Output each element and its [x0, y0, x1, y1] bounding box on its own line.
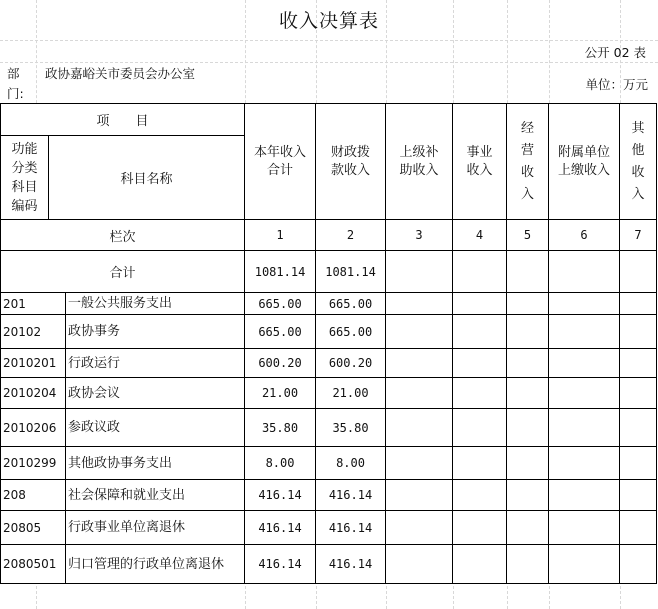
- total-income-cell: 21.00: [245, 378, 316, 409]
- empty-cell: [507, 293, 549, 315]
- gridline: [0, 62, 658, 63]
- total-income-cell: 416.14: [245, 480, 316, 511]
- total-income-cell: 416.14: [245, 545, 316, 584]
- column-index: 5: [507, 220, 549, 251]
- report-title: 收入决算表: [278, 10, 379, 32]
- empty-cell: [549, 315, 620, 349]
- table-row: [1, 480, 657, 511]
- fiscal-income-cell: 21.00: [316, 378, 386, 409]
- empty-cell: [453, 315, 507, 349]
- empty-cell: [549, 293, 620, 315]
- fiscal-income-cell: 600.20: [316, 349, 386, 378]
- subject-name-cell: 其他政协事务支出: [66, 447, 245, 480]
- column-index: 3: [386, 220, 453, 251]
- table-row: [1, 293, 657, 315]
- func-code-cell: 201: [1, 293, 66, 315]
- func-code-cell: 2010201: [1, 349, 66, 378]
- empty-cell: [386, 511, 453, 545]
- empty-cell: [507, 447, 549, 480]
- empty-cell: [620, 378, 657, 409]
- empty-cell: [620, 251, 657, 293]
- empty-cell: [386, 251, 453, 293]
- empty-cell: [453, 511, 507, 545]
- dept-label-top: 部: [7, 66, 20, 81]
- income-table: [0, 103, 657, 584]
- total-income-cell: 416.14: [245, 511, 316, 545]
- empty-cell: [620, 349, 657, 378]
- column-index: 1: [245, 220, 316, 251]
- header-total-income: 本年收入 合计: [245, 104, 316, 220]
- subject-name-cell: 政协会议: [66, 378, 245, 409]
- fiscal-income-cell: 665.00: [316, 293, 386, 315]
- func-code-cell: 2010299: [1, 447, 66, 480]
- fiscal-income-cell: 416.14: [316, 511, 386, 545]
- table-row: [1, 349, 657, 378]
- empty-cell: [549, 349, 620, 378]
- empty-cell: [386, 349, 453, 378]
- empty-cell: [507, 315, 549, 349]
- func-code-cell: 20102: [1, 315, 66, 349]
- column-index: 6: [549, 220, 620, 251]
- empty-cell: [386, 378, 453, 409]
- empty-cell: [549, 447, 620, 480]
- subject-name-cell: 归口管理的行政单位离退休: [66, 545, 245, 584]
- empty-cell: [549, 511, 620, 545]
- func-code-header: 功能 分类 科目 编码: [1, 136, 49, 220]
- empty-cell: [507, 545, 549, 584]
- dept-label-bottom: 门:: [7, 86, 24, 101]
- subject-name-cell: 政协事务: [66, 315, 245, 349]
- func-code-cell: 2010206: [1, 409, 66, 447]
- header-business-income: 事业 收入: [453, 104, 507, 220]
- empty-cell: [386, 480, 453, 511]
- empty-cell: [507, 511, 549, 545]
- empty-cell: [453, 409, 507, 447]
- empty-cell: [453, 251, 507, 293]
- subject-name-cell: 参政议政: [66, 409, 245, 447]
- fiscal-income-cell: 665.00: [316, 315, 386, 349]
- project-header: 项 目: [1, 104, 245, 136]
- fiscal-income-cell: 416.14: [316, 545, 386, 584]
- table-row: [1, 378, 657, 409]
- empty-cell: [507, 251, 549, 293]
- empty-cell: [453, 447, 507, 480]
- gridline: [0, 40, 658, 41]
- table-number: 公开 02 表: [584, 45, 646, 60]
- empty-cell: [453, 480, 507, 511]
- column-index-label: 栏次: [1, 220, 245, 251]
- empty-cell: [453, 545, 507, 584]
- total-income-cell: 600.20: [245, 349, 316, 378]
- subject-name-cell: 行政运行: [66, 349, 245, 378]
- subject-name-header: 科目名称: [49, 136, 245, 220]
- empty-cell: [386, 315, 453, 349]
- empty-cell: [386, 545, 453, 584]
- department-name: 政协嘉峪关市委员会办公室: [45, 66, 196, 81]
- table-row: [1, 511, 657, 545]
- table-row: [1, 545, 657, 584]
- header-affiliate-income: 附属单位 上缴收入: [549, 104, 620, 220]
- table-row: [1, 315, 657, 349]
- total-income-cell: 665.00: [245, 315, 316, 349]
- empty-cell: [507, 349, 549, 378]
- fiscal-income-cell: 35.80: [316, 409, 386, 447]
- unit-label: 单位：万元: [585, 77, 648, 92]
- empty-cell: [620, 545, 657, 584]
- header-other-income: 其 他 收 入: [620, 104, 657, 220]
- empty-cell: [386, 409, 453, 447]
- total-label: 合计: [1, 251, 245, 293]
- empty-cell: [549, 251, 620, 293]
- empty-cell: [453, 349, 507, 378]
- total-value: 1081.14: [316, 251, 386, 293]
- fiscal-income-cell: 416.14: [316, 480, 386, 511]
- empty-cell: [549, 480, 620, 511]
- table-row: [1, 447, 657, 480]
- empty-cell: [620, 315, 657, 349]
- header-operating-income: 经 营 收 入: [507, 104, 549, 220]
- column-index: 7: [620, 220, 657, 251]
- total-income-cell: 665.00: [245, 293, 316, 315]
- empty-cell: [549, 378, 620, 409]
- empty-cell: [386, 447, 453, 480]
- total-row: [1, 251, 657, 293]
- empty-cell: [549, 409, 620, 447]
- fiscal-income-cell: 8.00: [316, 447, 386, 480]
- total-income-cell: 8.00: [245, 447, 316, 480]
- func-code-cell: 20805: [1, 511, 66, 545]
- empty-cell: [620, 511, 657, 545]
- empty-cell: [386, 293, 453, 315]
- header-fiscal-income: 财政拨 款收入: [316, 104, 386, 220]
- table-row: [1, 409, 657, 447]
- subject-name-cell: 行政事业单位离退休: [66, 511, 245, 545]
- empty-cell: [507, 378, 549, 409]
- empty-cell: [507, 480, 549, 511]
- total-value: 1081.14: [245, 251, 316, 293]
- empty-cell: [620, 447, 657, 480]
- subject-name-cell: 社会保障和就业支出: [66, 480, 245, 511]
- empty-cell: [620, 409, 657, 447]
- empty-cell: [549, 545, 620, 584]
- total-income-cell: 35.80: [245, 409, 316, 447]
- func-code-cell: 2080501: [1, 545, 66, 584]
- func-code-cell: 2010204: [1, 378, 66, 409]
- subject-name-cell: 一般公共服务支出: [66, 293, 245, 315]
- empty-cell: [620, 480, 657, 511]
- empty-cell: [453, 378, 507, 409]
- func-code-cell: 208: [1, 480, 66, 511]
- column-index: 4: [453, 220, 507, 251]
- header-superior-subsidy: 上级补 助收入: [386, 104, 453, 220]
- empty-cell: [620, 293, 657, 315]
- column-index: 2: [316, 220, 386, 251]
- empty-cell: [507, 409, 549, 447]
- empty-cell: [453, 293, 507, 315]
